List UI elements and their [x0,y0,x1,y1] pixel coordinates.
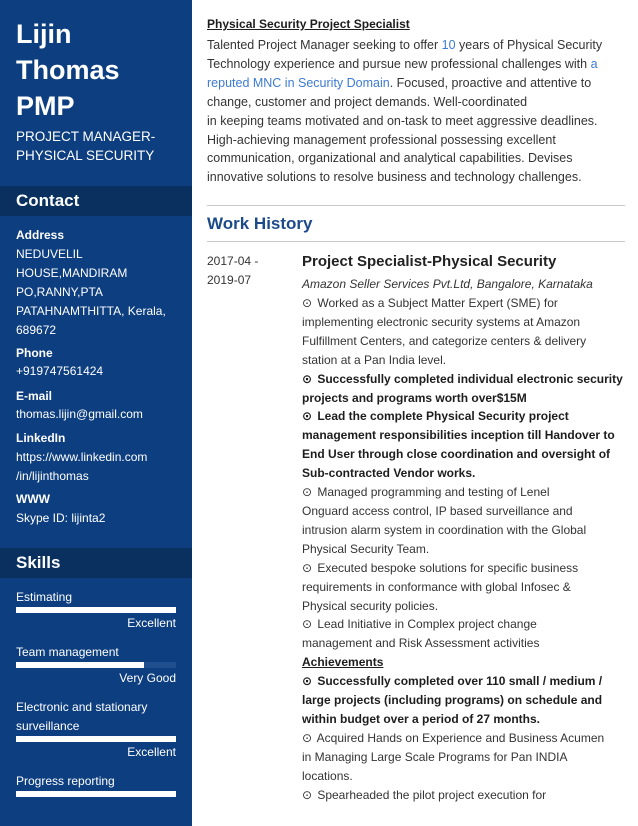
email-value[interactable]: thomas.lijin@gmail.com [16,407,143,421]
skill-level: Very Good [119,671,176,685]
skill-bar [16,662,176,668]
bullet-item: ⊙ Successfully completed individual electronic security projects and programs worth over$15M [302,371,623,405]
bullet-item: ⊙ Spearheaded the pilot project execution for [302,786,627,805]
candidate-name: Lijin Thomas PMP [16,19,120,121]
summary-text: Talented Project Manager seeking to offer 10 years of Physical Security Technology experience and pursue new professional challenges with a reputed MNC in Security Domain. Focused, proactive and attentive to change, customer and project demands. Well-coordinated in keeping teams motivated and on-task to meet aggressive deadlines. High-achieving management professional possessing excellent communication, organizational and analytical capabilities. Devises innovative solutions to resolve business and technology challenges. [207,38,603,185]
achievements-list [302,672,627,804]
job-entry-title: Project Specialist-Physical Security [302,253,557,270]
bullet-icon: ⊙ [302,674,313,689]
job-entry [302,252,627,804]
responsibilities-list [302,294,627,653]
bullet-item: ⊙ Lead the complete Physical Security project management responsibilities inception till Handover to End User through close coordination and oversight of Sub-contracted Vendor works. [302,409,615,481]
skill-name: Estimating [16,590,73,604]
bullet-icon: ⊙ [302,485,313,500]
bullet-icon: ⊙ [302,560,313,575]
skill-name: Progress reporting [16,774,115,788]
skill-bar [16,791,176,797]
skill-bar-fill [16,662,144,668]
contact-heading: Contact [0,186,192,216]
bullet-icon: ⊙ [302,409,313,424]
bullet-item: ⊙ Worked as a Subject Matter Expert (SME) for implementing electronic security systems at Amazon Fulfillment Centers, and categorize centers & delivery station at a Pan India level. [302,296,587,367]
skill-bar-fill [16,736,176,742]
address-value: NEDUVELIL HOUSE,MANDIRAM PO,RANNY,PTA PATAHNAMTHITTA, Kerala, 689672 [16,247,166,337]
bullet-item: ⊙ Lead Initiative in Complex project change management and Risk Assessment activities [302,617,540,651]
bullet-icon: ⊙ [302,371,313,386]
bullet-icon: ⊙ [302,617,313,632]
job-title: PROJECT MANAGER- PHYSICAL SECURITY [16,129,156,163]
skill-bar-fill [16,791,176,797]
phone-label: Phone [16,346,53,360]
linkedin-label: LinkedIn [16,431,66,445]
linkedin-value[interactable]: https://www.linkedin.com /in/lijinthomas [16,450,148,483]
www-value: Skype ID: lijinta2 [16,511,106,525]
company-link[interactable]: a [590,56,598,71]
job-dates: 2017-04 - 2019-07 [207,254,259,287]
skill-bar [16,607,176,613]
skill-bar-fill [16,607,176,613]
skill-bar [16,736,176,742]
divider [207,241,625,242]
divider [207,205,625,206]
skills-heading: Skills [0,548,192,578]
bullet-icon: ⊙ [302,787,313,802]
skill-level: Excellent [127,616,176,630]
www-label: WWW [16,492,50,506]
company-name: Amazon Seller Services Pvt.Ltd, Bangalore, Karnataka [302,277,593,291]
bullet-item: ⊙ Successfully completed over 110 small / medium / large projects (including programs) on schedule and within budget over a period of 27 months. [302,674,603,726]
skill-name: Team management [16,645,119,659]
sidebar [0,0,192,826]
company-link[interactable]: reputed MNC in Security Domain [207,75,390,90]
phone-value[interactable]: +919747561424 [16,364,104,378]
bullet-icon: ⊙ [302,730,313,745]
bullet-item: ⊙ Acquired Hands on Experience and Business Acumen in Managing Large Scale Programs for Pan INDIA locations. [302,730,605,783]
skill-level: Excellent [127,745,176,759]
bullet-item: ⊙ Managed programming and testing of Lenel Onguard access control, IP based surveillance and intrusion alarm system in coordination with the Global Physical Security Team. [302,485,587,556]
bullet-icon: ⊙ [302,296,313,310]
achievements-heading: Achievements [302,655,384,670]
address-label: Address [16,228,65,242]
skill-name: Electronic and stationary surveillance [16,700,148,733]
work-history-heading: Work History [207,214,313,233]
bullet-item: ⊙ Executed bespoke solutions for specific business requirements in conformance with global Infosec & Physical security policies. [302,560,579,613]
email-label: E-mail [16,389,53,403]
summary-title: Physical Security Project Specialist [207,17,410,31]
